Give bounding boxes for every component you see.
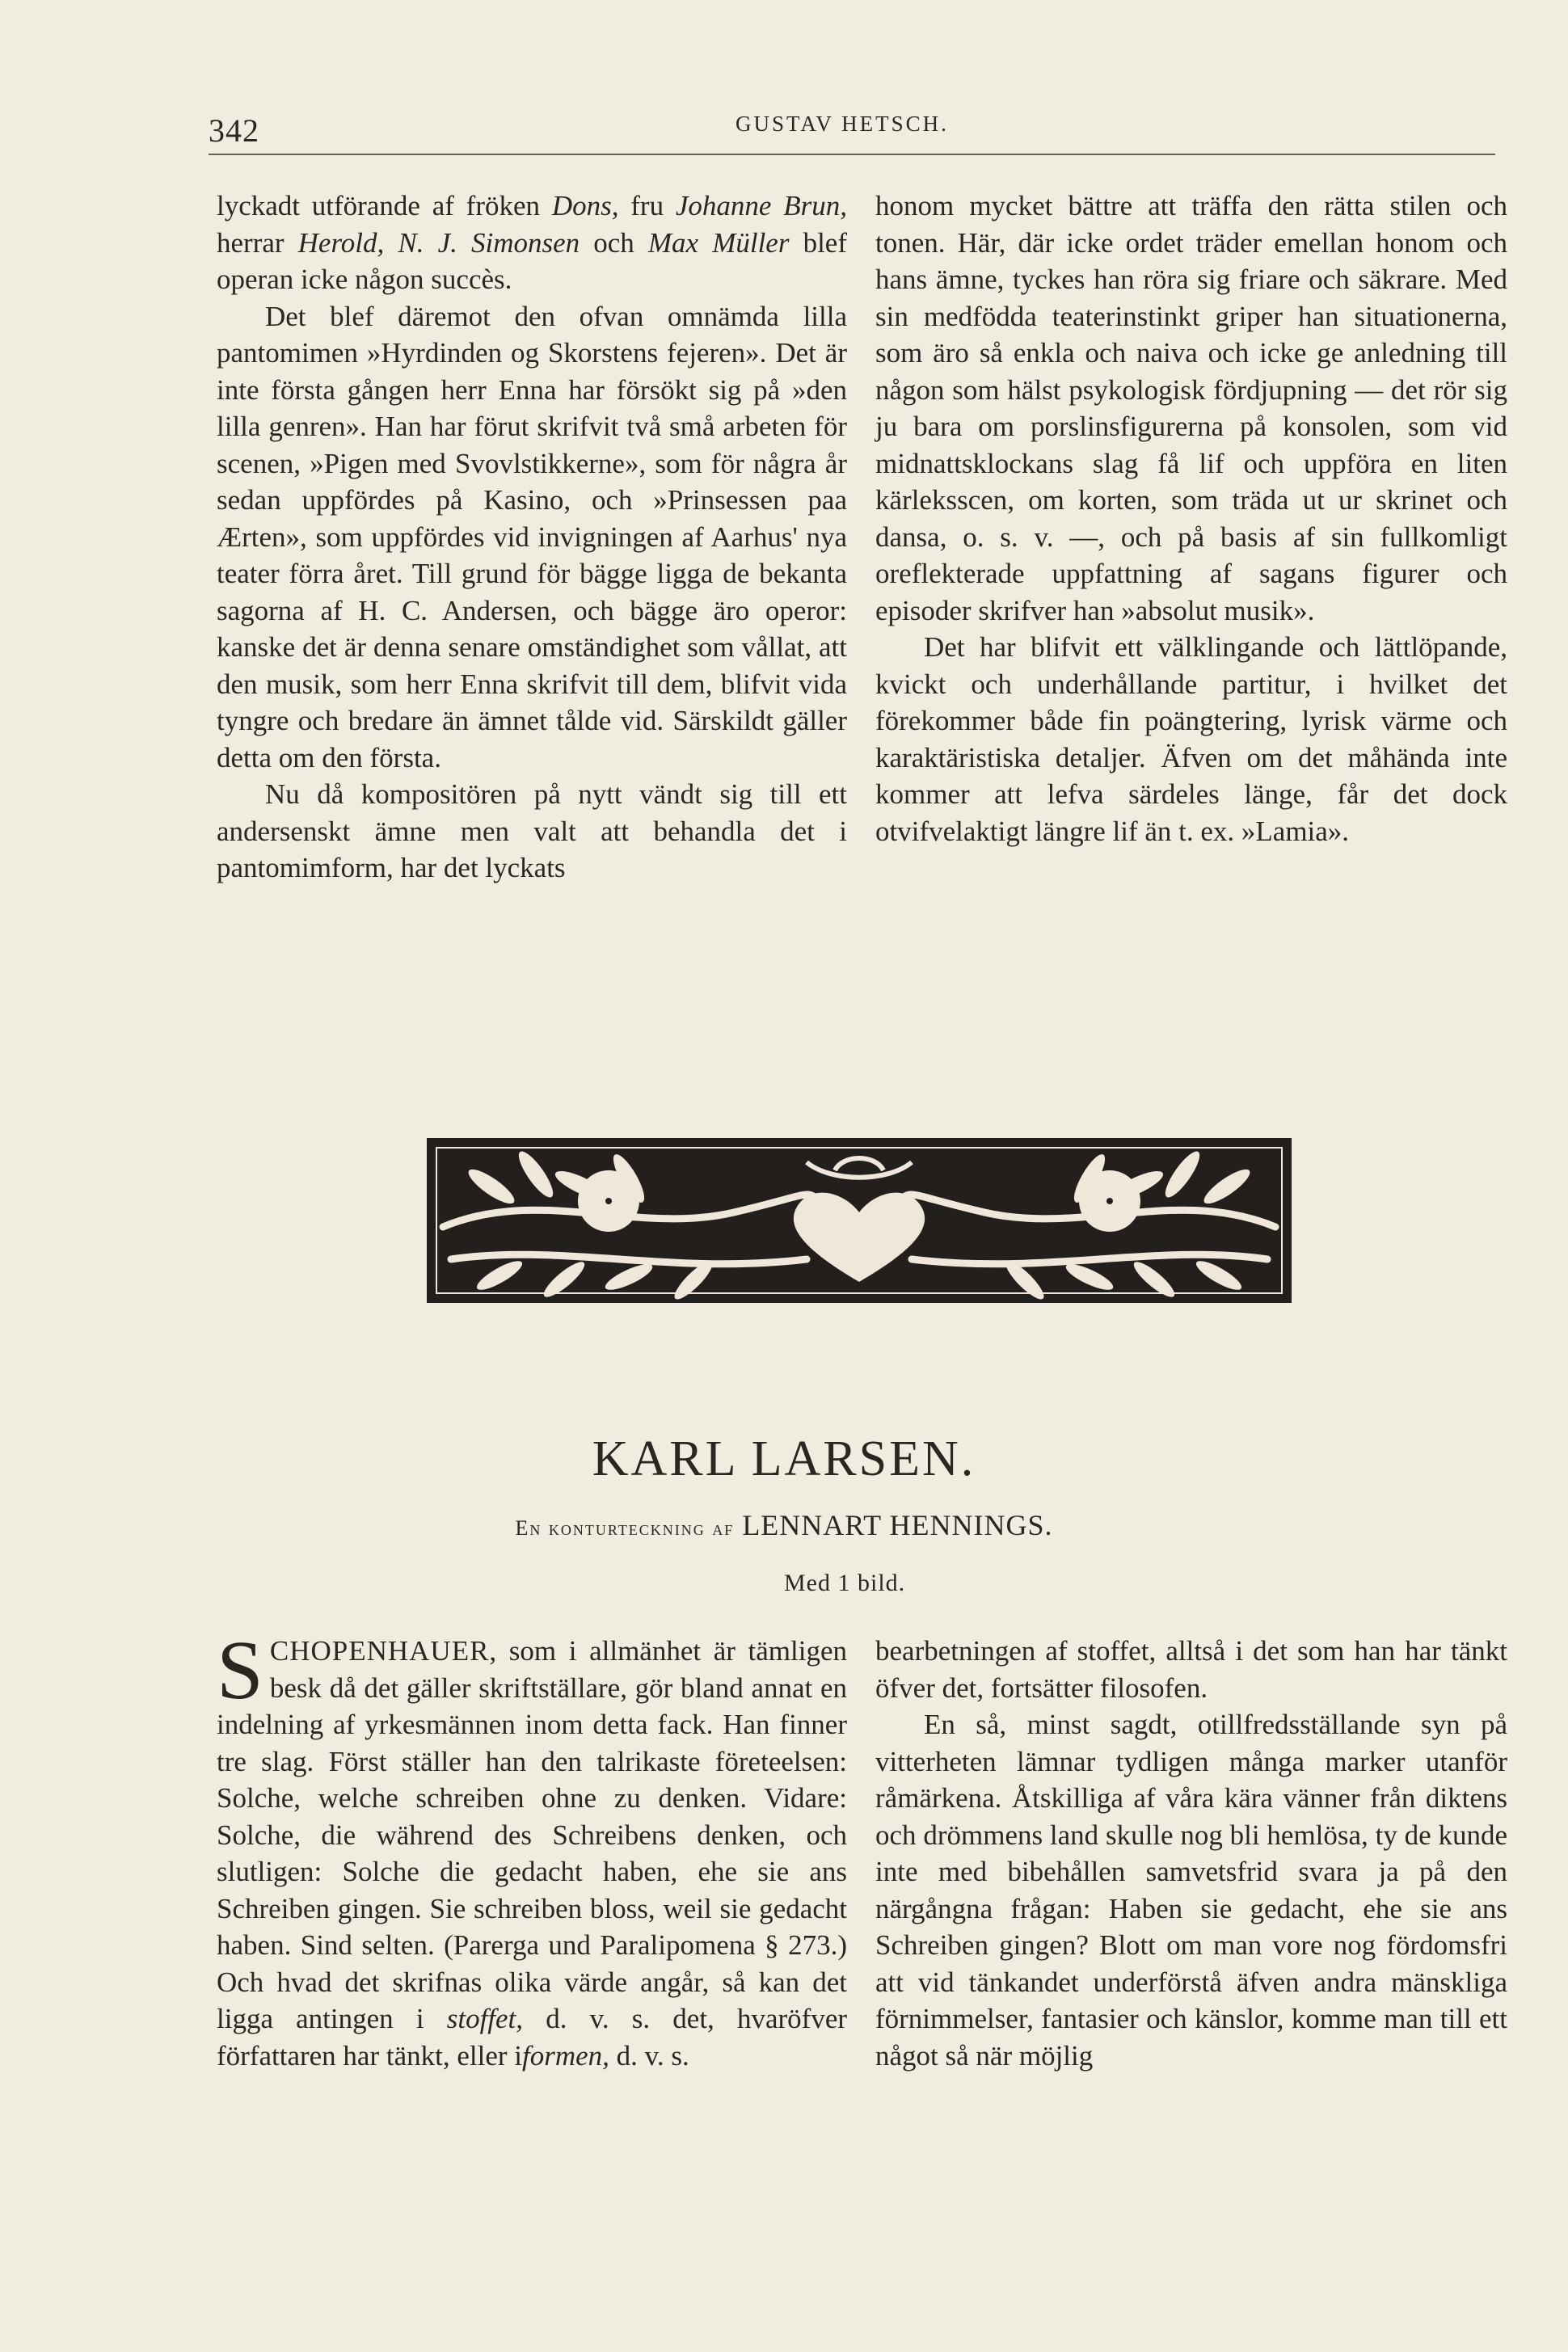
top-right-column	[875, 188, 1507, 849]
image-note: Med 1 bild.	[784, 1570, 906, 1596]
bottom-right-column	[875, 1633, 1507, 2074]
paragraph: Nu då kompositören på nytt vändt sig till ett andersenskt ämne men valt att behandla det i pantomimform, har det lyckats	[217, 778, 847, 883]
paragraph: En så, minst sagdt, otillfredsställande syn på vitterheten lämnar tydligen många marker utanför råmärkena. Åtskilliga af våra kära vänner från diktens och drömmens land skulle nog bli hemlösa, ty de kunde inte med bibehållen samvetsfrid svara ja på den närgångna frågan: Haben sie gedacht, ehe sie ans Schreiben gingen? Blott om man vore nog fördomsfri att vid tänkandet underförstå äfven andra mänskliga förnimmelser, fantasier och känslor, komme man till ett något så när möjlig	[875, 1709, 1507, 2072]
paragraph: honom mycket bättre att träffa den rätta stilen och tonen. Här, där icke ordet träder emellan honom och hans ämne, tyckes han röra sig friare och säkrare. Med sin medfödda teaterinstinkt griper han situationerna, som äro så enkla och naiva och icke ge anledning till någon som hälst psykologisk fördjupning — det rör sig ju bara om porslinsfigurerna på konsolen, som vid midnattsklockans slag få lif och uppföra en liten kärleksscen, om korten, som träda ut ur skrinet och dansa, o. s. v. —, och på basis af sin fullkomligt oreflekterade uppfattning af sagans figurer och episoder skrifver han »absolut musik».	[875, 190, 1507, 626]
running-head: GUSTAV HETSCH.	[736, 112, 949, 136]
italic-name: Dons,	[551, 190, 619, 221]
paragraph: Det har blifvit ett välklingande och lättlöpande, kvickt och underhållande partitur, i hvilket det förekommer både fin poängtering, lyrisk värme och karaktäristiska detaljer. Äfven om det måhända inte kommer att lefva särdeles länge, får det dock otvifvelaktigt längre lif än t. ex. »Lamia».	[875, 631, 1507, 847]
italic-name: Herold, N. J. Simonsen	[297, 226, 580, 259]
subtitle-author: LENNART HENNINGS.	[742, 1509, 1053, 1541]
opening-word: CHOPENHAUER	[269, 1635, 490, 1667]
paragraph: bearbetningen af stoffet, alltså i det som han har tänkt öfver det, fortsätter filosofen.	[875, 1635, 1507, 1704]
header-rule	[209, 154, 1495, 155]
top-left-column	[217, 188, 847, 887]
drop-cap: S	[217, 1624, 263, 1717]
italic-name: Johanne Brun,	[675, 190, 848, 221]
page-number: 342	[209, 112, 259, 149]
paragraph: Det blef däremot den ofvan omnämda lilla pantomimen »Hyrdinden og Skorstens fejeren». Det är inte första gången herr Enna har försökt sig på »den lilla genren». Han har förut skrifvit två små arbeten för scenen, »Pigen med Svovlstikkerne», som för några år sedan uppfördes på Kasino, och »Prinsessen paa Ærten», som uppfördes vid invigningen af Aarhus' nya teater förra året. Till grund för bägge ligga de bekanta sagorna af H. C. Andersen, och bägge äro operor: kanske det är denna senare omständighet som vållat, att den musik, som herr Enna skrifvit till dem, blifvit vida tyngre och bredare än ämnet tålde vid. Särskildt gäller detta om den första.	[217, 300, 847, 773]
bottom-left-column	[217, 1624, 848, 2074]
subtitle-prefix: En konturteckning af	[515, 1516, 735, 1540]
article-title: KARL LARSEN.	[592, 1431, 976, 1486]
paragraph: SCHOPENHAUER, som i allmänhet är tämligen besk då det gäller skriftställare, gör bland annat en indelning af yrkesmännen inom detta fack. Han finner tre slag. Först ställer han den talrikaste företeelsen: Solche, welche schreiben ohne zu denken. Vidare: Solche, die während des Schreibens denken, och slutligen: Solche die gedacht haben, ehe sie ans Schreiben gingen. Sie schreiben bloss, weil sie gedacht haben. Sind selten. (Parerga und Paralipomena § 273.) Och hvad det skrifnas olika värde angår, så kan det ligga antingen i stoffet, d. v. s. det, hvaröfver författaren har tänkt, eller iformen, d. v. s.	[217, 1624, 848, 2072]
ornament-vignette	[427, 1138, 1292, 1303]
italic-term: formen,	[522, 2039, 609, 2072]
article-subtitle	[0, 1508, 1568, 1542]
italic-name: Max Müller	[647, 226, 790, 259]
paragraph: lyckadt utförande af fröken Dons, fru Johanne Brun, herrar Herold, N. J. Simonsen och Max Müller blef operan icke någon succès.	[217, 190, 848, 295]
italic-term: stoffet,	[446, 2003, 524, 2034]
